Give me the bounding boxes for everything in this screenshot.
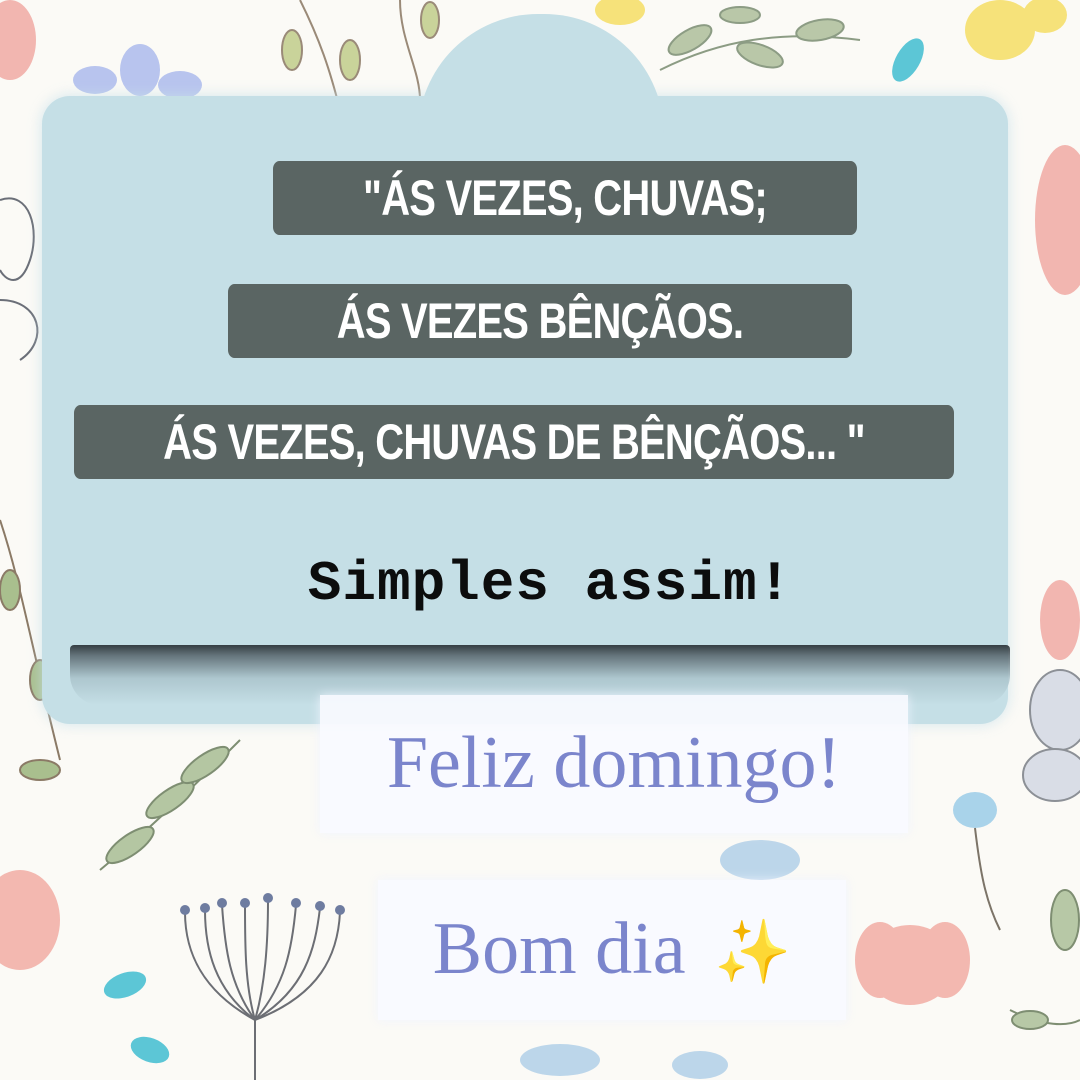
bom-dia-text: Bom dia: [432, 908, 686, 990]
tagline: Simples assim!: [307, 552, 793, 616]
seedhead-flower-icon: [180, 893, 345, 1080]
quote-line-3: ÁS VEZES, CHUVAS DE BÊNÇÃOS... ": [74, 405, 954, 479]
leaf-sprig-icon: [282, 0, 439, 110]
blue-flower-icon: [73, 44, 202, 99]
outline-flower-icon: [0, 198, 37, 360]
feliz-domingo-text: Feliz domingo!: [386, 722, 842, 804]
bottom-leaves-icon: [100, 740, 240, 870]
right-petal-icon: [1023, 670, 1080, 801]
quote-line-1: "ÁS VEZES, CHUVAS;: [273, 161, 857, 235]
blue-bud-icon: [953, 792, 1000, 930]
feliz-domingo-label: [320, 695, 908, 833]
quote-line-2: ÁS VEZES BÊNÇÃOS.: [228, 284, 852, 358]
sparkles-icon: ✨: [714, 919, 792, 987]
right-leaves-icon: [1010, 890, 1080, 1029]
green-leaves-icon: [660, 7, 860, 73]
bom-dia-label: [378, 880, 846, 1020]
